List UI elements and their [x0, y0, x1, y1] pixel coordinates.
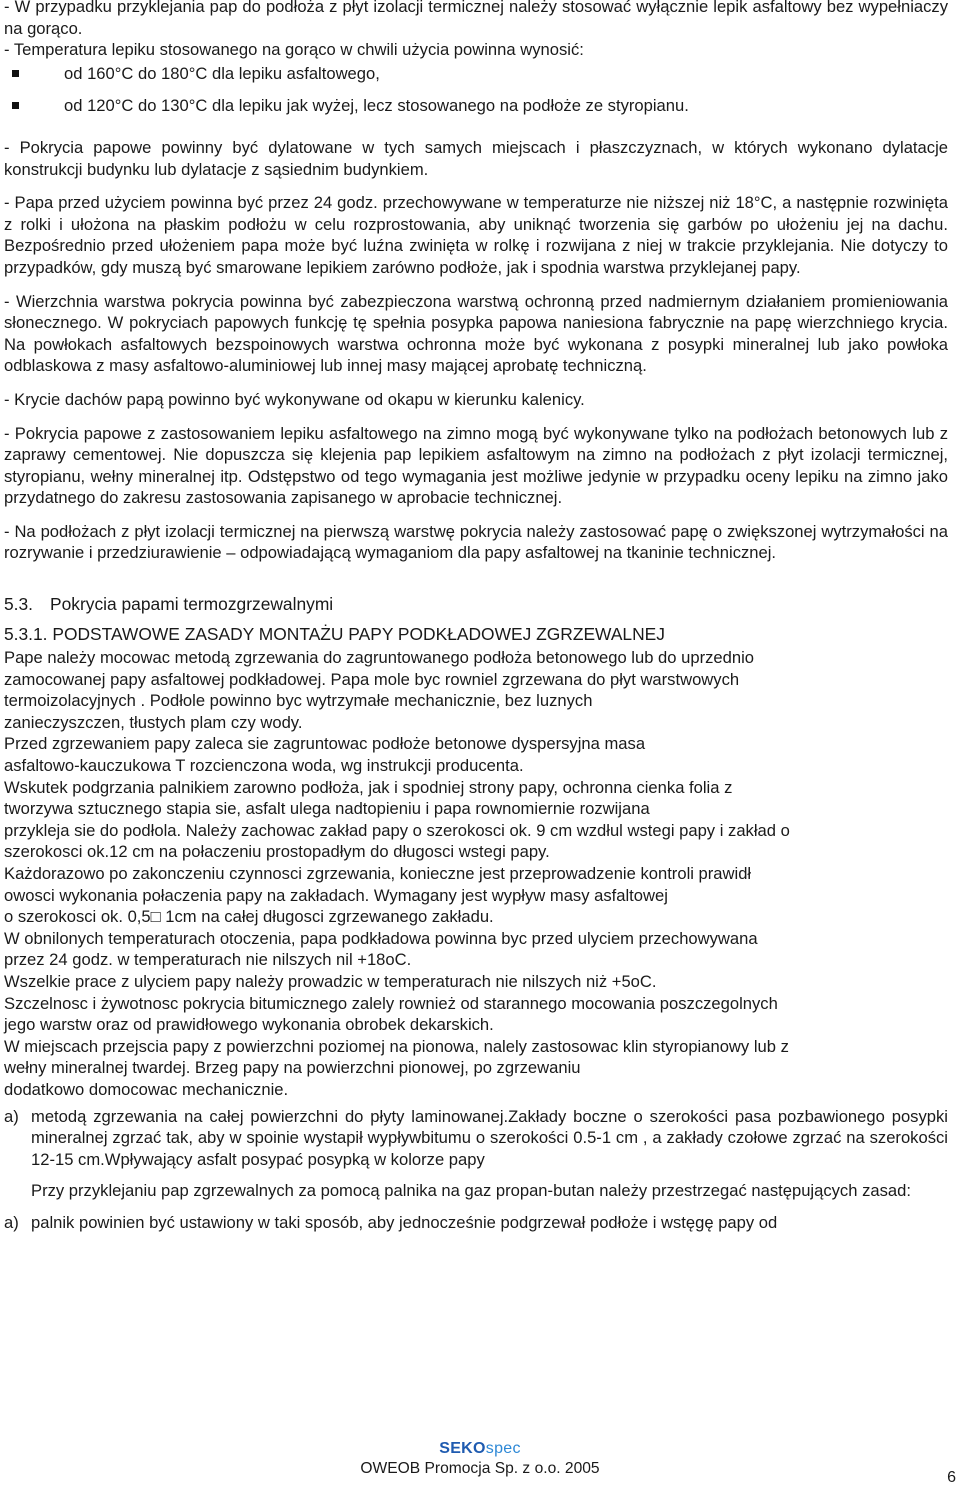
- list-item: [4, 1106, 948, 1171]
- top-block: [4, 0, 948, 117]
- zgrzewanie-list: [4, 1106, 948, 1171]
- list-item-text: palnik powinien być ustawiony w taki sposób, aby jednocześnie podgrzewał podłoże i wstęgę papy od: [31, 1212, 778, 1232]
- paragraph-temperature: - Temperatura lepiku stosowanego na gorąco w chwili użycia powinna wynosić:: [4, 40, 584, 60]
- paragraph-papa-wzmocniona: - Na podłożach z płyt izolacji termicznej na pierwszą warstwę pokrycia należy zastosować papę o zwiększonej wytrzymałości na rozrywanie i przedziurawienie – odpowiadającą wymaganiom dla papy asfaltowej na tkaninie technicznej.: [4, 521, 948, 563]
- body-line: Przed zgrzewaniem papy zaleca sie zagruntowac podłoże betonowe dyspersyjna masa: [4, 734, 646, 754]
- body-line: tworzywa sztucznego stapia sie, asfalt ulega nadtopieniu i papa rownomiernie rozwijana: [4, 799, 650, 819]
- zasady-list: [4, 1212, 948, 1234]
- section-number: 5.3.: [4, 594, 34, 615]
- logo-text-seko: SEKO: [439, 1440, 486, 1457]
- body-line: owosci wykonania połaczenia papy na zakładach. Wymagany jest wypływ masy asfaltowej: [4, 885, 668, 905]
- paragraph-warstwa-ochronna: - Wierzchnia warstwa pokrycia powinna być zabezpieczona warstwą ochronną przed nadmiernym działaniem promieniowania słonecznego. W pokryciach papowych funkcję tę spełnia posypka papowa naniesiona fabrycznie na papę wierzchniego krycia. Na powłokach asfaltowych bezspoinowych warstwa ochronna może być wykonana z posypki mineralnej lub jako powłoka odblaskowa z masy asfaltowo-aluminiowej lub innej masy mającej aprobatę techniczną.: [4, 291, 948, 376]
- paragraph-lepik-na-zimno: - Pokrycia papowe z zastosowaniem lepiku asfaltowego na zimno mogą być wykonywane tylko na podłożach betonowych lub z zaprawy cementowej. Nie dopuszcza się klejenia pap lepikiem asfaltowym na zimno na podłożach z płyt izolacji termicznej, styropianu, wełny mineralnej itp. Odstępstwo od tego wymagania jest możliwe jedynie w przypadku oceny lepiku na zimno jako przydatnego do zakresu zastosowania zapisanego w aprobacie technicznej.: [4, 423, 948, 508]
- body-line: Szczelnosc i żywotnosc pokrycia bitumicznego zalely rownież od starannego mocowania poszczegolnych: [4, 993, 778, 1013]
- body-line: termoizolacyjnych . Podłole powinno byc wytrzymałe mechanicznie, bez luznych: [4, 691, 593, 711]
- body-line: W miejscach przejscia papy z powierzchni poziomej na pionowa, nalely zastosowac klin styropianowy lub z: [4, 1036, 789, 1056]
- body-line: Wskutek podgrzania palnikiem zarowno podłoża, jak i spodniej strony papy, ochronna cienka folia z: [4, 777, 733, 797]
- body-line: Każdorazowo po zakonczeniu czynnosci zgrzewania, konieczne jest przeprowadzenie kontroli prawidł: [4, 864, 752, 883]
- body-line: zanieczyszczen, tłustych plam czy wody.: [4, 712, 303, 732]
- body-line: W obnilonych temperaturach otoczenia, papa podkładowa powinna byc przed ulyciem przechowywana: [4, 928, 758, 948]
- page-number: 6: [947, 1469, 956, 1486]
- page-footer: [0, 1440, 960, 1479]
- bullet-item: od 160°C do 180°C dla lepiku asfaltowego,: [4, 63, 948, 85]
- section-heading: [4, 593, 948, 615]
- body-line: przez 24 godz. w temperaturach nie nilszych nil +18oC.: [4, 950, 412, 970]
- footer-company: OWEOB Promocja Sp. z o.o. 2005: [360, 1460, 600, 1477]
- body-line: szerokosci ok.12 cm na połaczeniu prostopadłym do długosci wstegi papy.: [4, 842, 550, 862]
- body-line: o szerokosci ok. 0,5□ 1cm na całej długosci zgrzewanego zakładu.: [4, 907, 494, 927]
- body-line: asfaltowo-kauczukowa T rozcienczona woda, wg instrukcji producenta.: [4, 756, 524, 776]
- body-line: dodatkowo domocowac mechanicznie.: [4, 1079, 289, 1099]
- sekospec-logo: [439, 1440, 521, 1458]
- paragraph-krycie-dachow: - Krycie dachów papą powinno być wykonywane od okapu w kierunku kalenicy.: [4, 389, 585, 409]
- paragraph-dylatacje: - Pokrycia papowe powinny być dylatowane w tych samych miejscach i płaszczyznach, w których wykonano dylatacje konstrukcji budynku lub dylatacje z sąsiednim budynkiem.: [4, 137, 948, 179]
- body-line: Wszelkie prace z ulyciem papy należy prowadzic w temperaturach nie nilszych niż +5oC.: [4, 971, 657, 991]
- paragraph-zasady: Przy przyklejaniu pap zgrzewalnych za pomocą palnika na gaz propan-butan należy przestrzegać następujących zasad:: [31, 1181, 911, 1201]
- body-line: jego warstw oraz od prawidłowego wykonania obrobek dekarskich.: [4, 1015, 494, 1035]
- body-line: Pape należy mocowac metodą zgrzewania do zagruntowanego podłoża betonowego lub do uprzednio: [4, 648, 754, 668]
- montaz-body: [4, 647, 948, 1100]
- paragraph-lepik-intro: - W przypadku przyklejania pap do podłoża z płyt izolacji termicznej należy stosować wyłącznie lepik asfaltowy bez wypełniaczy na gorąco.: [4, 0, 948, 38]
- body-line: przykleja sie do podłola. Należy zachowac zakład papy o szerokosci ok. 9 cm wzdłul wstegi papy i zakład o: [4, 820, 790, 840]
- subsection-heading: 5.3.1. PODSTAWOWE ZASADY MONTAŻU PAPY PODKŁADOWEJ ZGRZEWALNEJ: [4, 624, 665, 645]
- paragraph-przechowywanie: - Papa przed użyciem powinna być przez 24 godz. przechowywane w temperaturze nie niższej niż 18°C, a następnie rozwinięta z rolki i ułożona na płaskim podłożu w celu rozprostowania, aby uniknąć tworzenia się garbów po ułożeniu jej na dachu. Bezpośrednio przed ułożeniem papa może być luźna zwinięta w rolkę i rozwijana z niej w trakcie przyklejania. Nie dotyczy to przypadków, gdy muszą być smarowane lepikiem zarówno podłoże, jak i spodnia warstwa przyklejanej papy.: [4, 193, 948, 277]
- document-page: [4, 0, 948, 1234]
- list-item: [4, 1212, 948, 1234]
- body-line: zamocowanej papy asfaltowej podkładowej. Papa mole byc rowniel zgrzewana do płyt warstwowych: [4, 669, 740, 689]
- list-item-text: metodą zgrzewania na całej powierzchni do płyty laminowanej.Zakłady boczne o szerokości pasa pozbawionego posypki mineralnej zgrzać tak, aby w spoinie wystapił wypływbitumu o szerokości 0.5-1 cm , a zakłady czołowe zgrzać na szerokości 12-15 cm.Wpływający asfalt posypać posypką w kolorze papy: [31, 1106, 948, 1169]
- temperature-bullet-list: [4, 63, 948, 117]
- list-item-label: a): [4, 1106, 19, 1126]
- logo-text-spec: spec: [485, 1440, 521, 1457]
- section-title: Pokrycia papami termozgrzewalnymi: [50, 594, 334, 615]
- bullet-item: od 120°C do 130°C dla lepiku jak wyżej, lecz stosowanego na podłoże ze styropianu.: [4, 95, 948, 117]
- body-line: wełny mineralnej twardej. Brzeg papy na powierzchni pionowej, po zgrzewaniu: [4, 1058, 581, 1078]
- list-item-label: a): [4, 1212, 19, 1232]
